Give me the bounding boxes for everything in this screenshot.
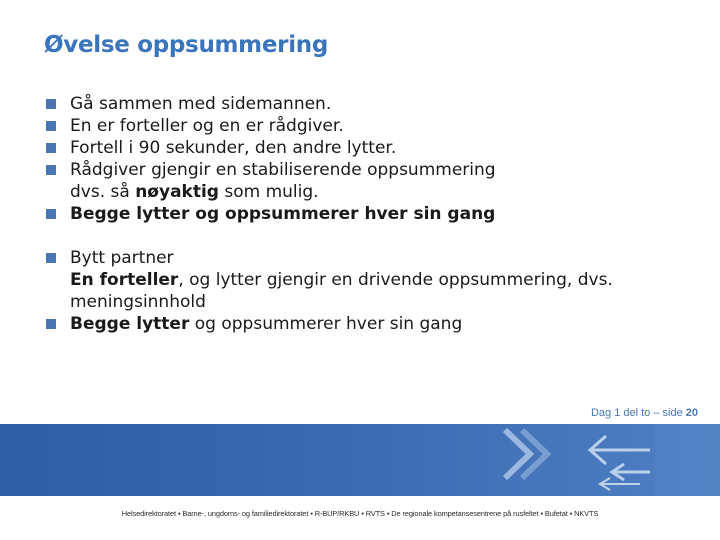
bullet-item <box>46 203 686 225</box>
bullet-text: meningsinnhold <box>70 292 206 312</box>
bullet-text: Bytt partner <box>70 248 174 268</box>
bullet-text: , og lytter gjengir en drivende oppsummering, dvs. <box>178 270 613 290</box>
bullet-list <box>46 93 686 335</box>
bullet-item <box>46 137 686 159</box>
slide-number <box>591 407 698 419</box>
slide-number-page: 20 <box>685 407 698 419</box>
bullet-text: Rådgiver gjengir en stabiliserende oppsummering <box>70 160 496 180</box>
footer-banner <box>0 424 720 496</box>
bullet-square-icon <box>46 143 56 153</box>
bullet-text: dvs. så <box>70 182 136 202</box>
bullet-item <box>46 115 686 137</box>
bullet-text: som mulig. <box>218 182 319 202</box>
bullet-continuation <box>46 181 686 203</box>
bullet-square-icon <box>46 319 56 329</box>
bullet-item <box>46 93 686 115</box>
bullet-text: Gå sammen med sidemannen. <box>70 94 332 114</box>
bullet-square-icon <box>46 209 56 219</box>
footer-organizations: Helsedirektoratet ▪ Barne-, ungdoms- og familiedirektoratet ▪ R-BUP/RKBU ▪ RVTS ▪ De regionale kompetansesentrene på rusfeltet ▪ Bufetat ▪ NKVTS <box>121 509 599 518</box>
bullet-item <box>46 313 686 335</box>
bullet-emphasis: Begge lytter <box>70 314 190 334</box>
bullet-text: Begge lytter og oppsummerer hver sin gang <box>70 204 496 224</box>
bullet-item <box>46 159 686 181</box>
bullet-square-icon <box>46 121 56 131</box>
bullet-continuation <box>46 269 686 291</box>
arrows-graphic-icon <box>0 424 720 496</box>
bullet-item <box>46 247 686 269</box>
bullet-text: En er forteller og en er rådgiver. <box>70 116 344 136</box>
bullet-text: Fortell i 90 sekunder, den andre lytter. <box>70 138 397 158</box>
bullet-continuation <box>46 291 686 313</box>
bullet-square-icon <box>46 99 56 109</box>
bullet-square-icon <box>46 165 56 175</box>
bullet-emphasis: nøyaktig <box>135 182 219 202</box>
bullet-text: og oppsummerer hver sin gang <box>189 314 463 334</box>
slide-number-prefix: Dag 1 del to – side <box>590 407 686 419</box>
bullet-emphasis: En forteller <box>70 270 179 290</box>
slide-title: Øvelse oppsummering <box>44 32 329 58</box>
bullet-square-icon <box>46 253 56 263</box>
